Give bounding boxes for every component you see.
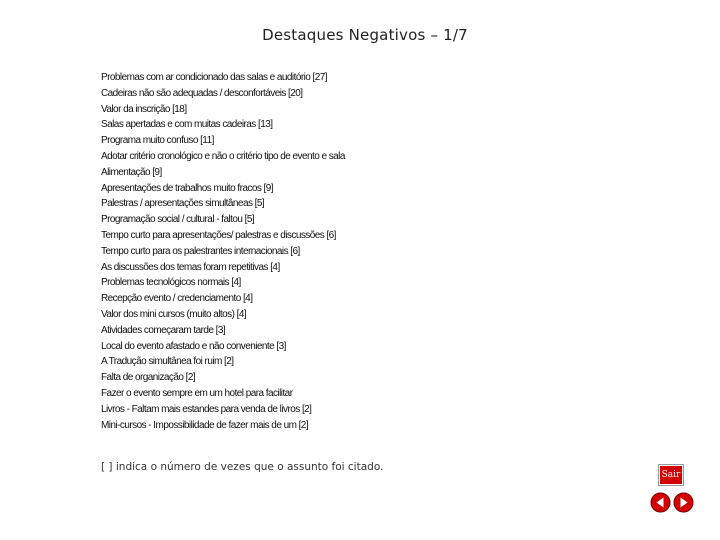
- previous-slide-button[interactable]: [650, 492, 671, 513]
- list-item: Valor da inscrição [18]: [101, 103, 187, 115]
- list-item: Mini-cursos - Impossibilidade de fazer mais de um [2]: [101, 419, 309, 431]
- list-item: Palestras / apresentações simultâneas [5]: [101, 198, 265, 210]
- list-item: Programação social / cultural - faltou [5]: [101, 214, 255, 226]
- list-item: Atividades começaram tarde [3]: [101, 324, 226, 336]
- arrow-left-icon: [650, 492, 671, 513]
- list-item: A Tradução simultânea foi ruim [2]: [101, 356, 234, 368]
- negative-highlights-list: [101, 70, 345, 433]
- list-item: Cadeiras não são adequadas / desconfortáveis [20]: [101, 87, 303, 99]
- slide-title: Destaques Negativos – 1/7: [262, 26, 468, 44]
- list-item: Recepção evento / credenciamento [4]: [101, 293, 253, 305]
- arrow-right-icon: [673, 492, 694, 513]
- list-item: Apresentações de trabalhos muito fracos [9]: [101, 182, 274, 194]
- list-item: Tempo curto para apresentações/ palestras e discussões [6]: [101, 229, 336, 241]
- footnote: [ ] indica o número de vezes que o assunto foi citado.: [101, 461, 384, 473]
- list-item: Programa muito confuso [11]: [101, 135, 214, 147]
- list-item: Salas apertadas e com muitas cadeiras [13]: [101, 119, 273, 131]
- list-item: Problemas com ar condicionado das salas e auditório [27]: [101, 72, 328, 83]
- exit-button[interactable]: Sair: [659, 465, 683, 485]
- list-item: Problemas tecnológicos normais [4]: [101, 277, 241, 289]
- list-item: Fazer o evento sempre em um hotel para facilitar: [101, 387, 293, 399]
- list-item: Falta de organização [2]: [101, 372, 196, 384]
- list-item: Adotar critério cronológico e não o critério tipo de evento e sala: [101, 150, 345, 162]
- list-item: Valor dos mini cursos (muito altos) [4]: [101, 308, 247, 320]
- list-item: Alimentação [9]: [101, 166, 162, 178]
- list-item: Tempo curto para os palestrantes internacionais [6]: [101, 245, 300, 257]
- list-item: Local do evento afastado e não conveniente [3]: [101, 340, 286, 352]
- list-item: Livros - Faltam mais estandes para venda de livros [2]: [101, 403, 312, 415]
- next-slide-button[interactable]: [673, 492, 694, 513]
- list-item: As discussões dos temas foram repetitivas [4]: [101, 261, 280, 273]
